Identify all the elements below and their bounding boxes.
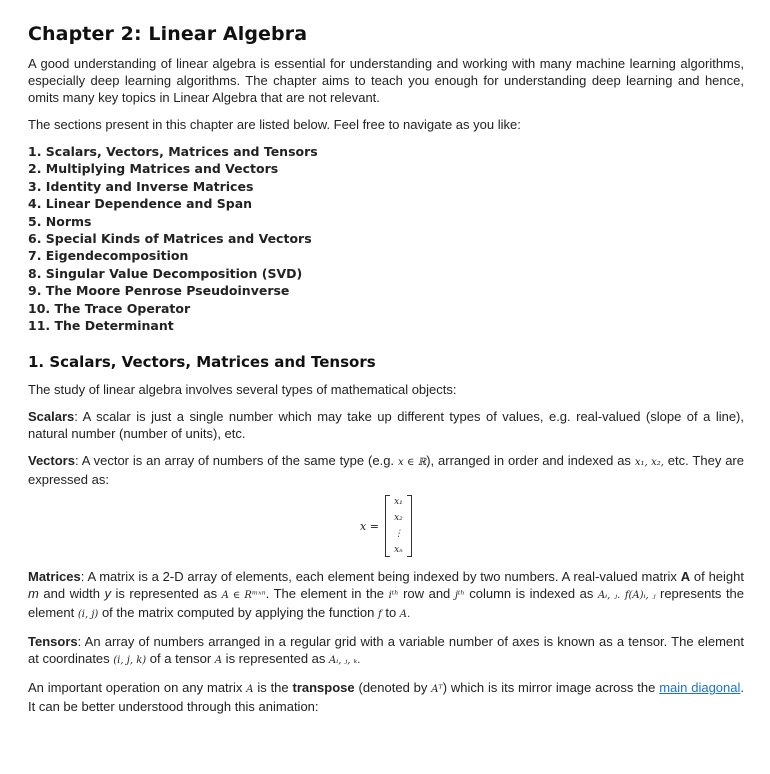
tensors-math-3: Aᵢ, ⱼ, ₖ.	[329, 655, 361, 667]
toc-item-7[interactable]: 7. Eigendecomposition	[28, 248, 189, 264]
matrices-text-9: of the matrix computed by applying the function	[98, 605, 379, 621]
sections-intro: The sections present in this chapter are listed below. Feel free to navigate as you like:	[28, 117, 521, 132]
vectors-term: Vectors	[28, 453, 75, 469]
vectors-text-2: ), arranged in order and indexed as	[426, 453, 635, 469]
vectors-text-3: etc. They are expressed as:	[28, 453, 744, 488]
matrices-text-5: . The element in the	[265, 586, 389, 602]
vector-lhs: x =	[360, 519, 379, 533]
matrices-math-2: Aᵢ, ⱼ.	[597, 590, 621, 602]
section-1-title: 1. Scalars, Vectors, Matrices and Tensors	[28, 353, 376, 372]
toc-item-4[interactable]: 4. Linear Dependence and Span	[28, 196, 253, 212]
matrices-text-1: : A matrix is a 2-D array of elements, each element being indexed by two numbers. A real-valued matrix	[80, 569, 681, 585]
toc-item-9[interactable]: 9. The Moore Penrose Pseudoinverse	[28, 283, 290, 299]
table-of-contents	[28, 143, 744, 334]
vector-entry-2: x₂	[394, 513, 403, 524]
tensors-text-2: of a tensor	[146, 651, 215, 667]
tensors-text-1: : An array of numbers arranged in a regular grid with a variable number of axes is known as a tensor. The element at coordinates	[28, 634, 744, 667]
scalars-paragraph	[28, 408, 744, 442]
matrices-math-6: A.	[399, 609, 411, 621]
toc-item-5[interactable]: 5. Norms	[28, 213, 92, 229]
scalars-term: Scalars	[28, 409, 75, 425]
transpose-term: transpose	[292, 680, 355, 696]
vector-equation	[28, 494, 744, 558]
toc-item-8[interactable]: 8. Singular Value Decomposition (SVD)	[28, 265, 303, 281]
transpose-math-2: Aᵀ	[431, 684, 443, 696]
section-1-intro: The study of linear algebra involves several types of mathematical objects:	[28, 382, 457, 398]
matrices-math-4: (i, j)	[77, 609, 99, 621]
tensors-term: Tensors	[28, 634, 78, 650]
vectors-text-1: : A vector is an array of numbers of the same type (e.g.	[74, 453, 398, 469]
toc-item-1[interactable]: 1. Scalars, Vectors, Matrices and Tensors	[28, 144, 318, 159]
toc-item-10[interactable]: 10. The Trace Operator	[28, 300, 191, 316]
matrices-term: Matrices	[28, 569, 81, 585]
tensors-text-3: is represented as	[222, 651, 330, 667]
matrices-math-j: jᵗʰ	[454, 590, 465, 602]
matrices-text-4: is represented as	[110, 586, 222, 602]
matrices-text-10: to	[381, 605, 400, 621]
vectors-paragraph	[28, 452, 744, 488]
matrices-text-7: column is indexed as	[464, 586, 598, 602]
matrices-math-i: iᵗʰ	[388, 590, 399, 602]
matrices-y: y	[104, 586, 111, 602]
vector-entry-dots: ⋮	[393, 529, 403, 540]
vector-entry-n: xₙ	[394, 545, 403, 556]
matrices-paragraph	[28, 568, 744, 623]
transpose-text-2: is the	[253, 680, 293, 696]
toc-item-11[interactable]: 11. The Determinant	[28, 318, 174, 334]
main-diagonal-link[interactable]: main diagonal	[659, 680, 741, 696]
matrices-math-5: f	[378, 609, 382, 621]
matrices-text-2: of height	[690, 569, 744, 585]
transpose-text-5: . It can be better understood through this animation:	[28, 680, 745, 715]
matrices-text-6: row and	[398, 586, 455, 602]
transpose-text-1: An important operation on any matrix	[28, 680, 247, 696]
matrices-text-8: represents the element	[28, 586, 745, 621]
matrices-math-1: A ∈ Rᵐˣⁿ	[221, 590, 266, 602]
transpose-math-1: A	[246, 684, 254, 696]
chapter-title: Chapter 2: Linear Algebra	[28, 23, 308, 45]
toc-item-2[interactable]: 2. Multiplying Matrices and Vectors	[28, 161, 279, 177]
transpose-text-3: (denoted by	[354, 680, 432, 696]
tensors-paragraph	[28, 633, 744, 669]
toc-item-3[interactable]: 3. Identity and Inverse Matrices	[28, 178, 254, 194]
scalars-text: : A scalar is just a single number which may take up different types of values, e.g. real-valued (slope of a line), natural number (number of units), etc.	[28, 409, 744, 442]
column-vector	[385, 495, 412, 557]
vectors-math-1: x ∈ ℝ	[397, 457, 427, 469]
matrices-bold-a: A	[680, 569, 691, 585]
tensors-math-1: (i, j, k)	[113, 655, 147, 667]
toc-item-6[interactable]: 6. Special Kinds of Matrices and Vectors	[28, 231, 312, 247]
matrices-text-3: and width	[38, 586, 105, 602]
matrices-m: m	[28, 586, 39, 602]
tensors-math-2: A	[214, 655, 223, 667]
matrices-math-3: f(A)ᵢ, ⱼ	[624, 590, 656, 602]
transpose-paragraph	[28, 679, 744, 715]
transpose-text-4: ) which is its mirror image across the	[442, 680, 660, 696]
chapter-intro: A good understanding of linear algebra is essential for understanding and working with many machine learning algorithms, especially deep learning algorithms. The chapter aims to teach you enough for understanding deep learning and hence, omits many key topics in Linear Algebra that are not relevant.	[28, 56, 744, 105]
vectors-math-2: x₁, x₂,	[634, 457, 664, 469]
vector-entry-1: x₁	[394, 497, 403, 508]
